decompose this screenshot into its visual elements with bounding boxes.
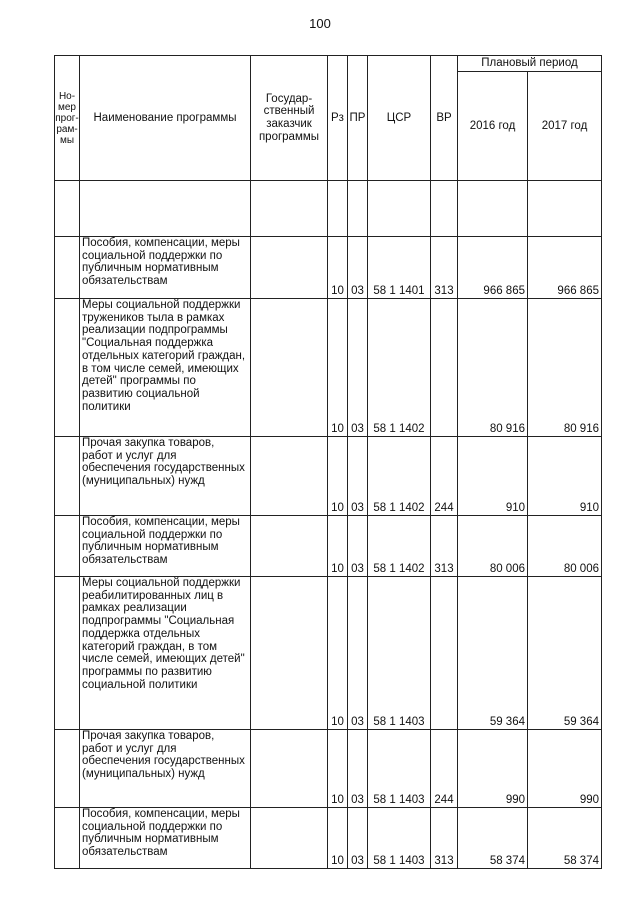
- vr-cell: [431, 299, 458, 437]
- pr-cell: 03: [348, 516, 368, 577]
- pr-cell: 03: [348, 237, 368, 299]
- pr-cell: 03: [348, 437, 368, 516]
- table-row: [55, 577, 602, 730]
- pr-cell: 03: [348, 808, 368, 869]
- csr-cell: 58 1 1402: [368, 516, 431, 577]
- pr-cell: 03: [348, 577, 368, 730]
- customer-cell: [251, 237, 328, 299]
- header-customer-text: Государ- ственный заказчик программы: [258, 92, 320, 143]
- header-program-number-text: Но- мер прог- рам- мы: [55, 90, 79, 146]
- amount-2017-cell: 80 916: [528, 299, 602, 437]
- program-number-cell: [55, 437, 80, 516]
- table-header: [55, 56, 602, 181]
- spacer-cell: [80, 181, 251, 237]
- rz-cell: 10: [328, 437, 348, 516]
- customer-cell: [251, 808, 328, 869]
- rz-cell: 10: [328, 808, 348, 869]
- table-row: [55, 516, 602, 577]
- spacer-cell: [528, 181, 602, 237]
- csr-cell: 58 1 1403: [368, 577, 431, 730]
- vr-cell: 313: [431, 237, 458, 299]
- spacer-cell: [458, 181, 528, 237]
- spacer-cell: [431, 181, 458, 237]
- header-year-2016-text: 2016 год: [469, 119, 516, 132]
- spacer-cell: [251, 181, 328, 237]
- amount-2016-cell: 58 374: [458, 808, 528, 869]
- amount-2016-cell: 966 865: [458, 237, 528, 299]
- rz-cell: 10: [328, 237, 348, 299]
- rz-cell: 10: [328, 299, 348, 437]
- header-csr-text: ЦСР: [386, 111, 412, 124]
- amount-2017-cell: 80 006: [528, 516, 602, 577]
- header-vr: [431, 56, 458, 181]
- header-program-number: [55, 56, 80, 181]
- table-row: [55, 299, 602, 437]
- amount-2017-cell: 58 374: [528, 808, 602, 869]
- program-name-cell: Меры социальной поддержки реабилитированных лиц в рамках реализации подпрограммы "Социальная поддержка отдельных категорий граждан, в том числе семей, имеющих детей" программы по развитию социальной политики: [80, 577, 251, 730]
- csr-cell: 58 1 1402: [368, 437, 431, 516]
- header-rz: [328, 56, 348, 181]
- program-number-cell: [55, 577, 80, 730]
- program-name-cell: Меры социальной поддержки тружеников тыла в рамках реализации подпрограммы "Социальная поддержка отдельных категорий граждан, в том числе семей, имеющих детей" программы по развитию социальной политики: [80, 299, 251, 437]
- table-row: [55, 808, 602, 869]
- program-name-cell: Пособия, компенсации, меры социальной поддержки по публичным нормативным обязательствам: [80, 808, 251, 869]
- header-pr: [348, 56, 368, 181]
- header-vr-text: ВР: [436, 111, 452, 124]
- program-name-cell: Пособия, компенсации, меры социальной поддержки по публичным нормативным обязательствам: [80, 237, 251, 299]
- header-rz-text: Рз: [331, 111, 344, 124]
- vr-cell: 244: [431, 437, 458, 516]
- program-name-cell: Пособия, компенсации, меры социальной поддержки по публичным нормативным обязательствам: [80, 516, 251, 577]
- amount-2017-cell: 990: [528, 730, 602, 808]
- header-program-name-text: Наименование программы: [93, 111, 237, 124]
- header-customer: [251, 56, 328, 181]
- vr-cell: 313: [431, 808, 458, 869]
- rz-cell: 10: [328, 730, 348, 808]
- program-name-cell: Прочая закупка товаров, работ и услуг для обеспечения государственных (муниципальных) нужд: [80, 437, 251, 516]
- vr-cell: [431, 577, 458, 730]
- customer-cell: [251, 730, 328, 808]
- amount-2016-cell: 910: [458, 437, 528, 516]
- table-spacer-row: [55, 181, 602, 237]
- amount-2016-cell: 990: [458, 730, 528, 808]
- pr-cell: 03: [348, 299, 368, 437]
- amount-2017-cell: 910: [528, 437, 602, 516]
- csr-cell: 58 1 1402: [368, 299, 431, 437]
- header-planned-period-text: Плановый период: [481, 57, 578, 70]
- page-number: 100: [309, 16, 331, 31]
- program-name-cell: Прочая закупка товаров, работ и услуг для обеспечения государственных (муниципальных) нужд: [80, 730, 251, 808]
- rz-cell: 10: [328, 577, 348, 730]
- customer-cell: [251, 299, 328, 437]
- vr-cell: 244: [431, 730, 458, 808]
- header-year-2016: [458, 72, 528, 181]
- customer-cell: [251, 437, 328, 516]
- program-number-cell: [55, 237, 80, 299]
- pr-cell: 03: [348, 730, 368, 808]
- table-body: [55, 181, 602, 869]
- header-pr-text: ПР: [349, 111, 366, 124]
- amount-2016-cell: 80 916: [458, 299, 528, 437]
- program-number-cell: [55, 808, 80, 869]
- budget-table: [54, 55, 602, 869]
- customer-cell: [251, 516, 328, 577]
- amount-2017-cell: 966 865: [528, 237, 602, 299]
- table-row: [55, 237, 602, 299]
- program-number-cell: [55, 730, 80, 808]
- spacer-cell: [55, 181, 80, 237]
- table-row: [55, 437, 602, 516]
- vr-cell: 313: [431, 516, 458, 577]
- header-year-2017-text: 2017 год: [541, 119, 588, 132]
- header-planned-period: [458, 56, 602, 72]
- header-csr: [368, 56, 431, 181]
- csr-cell: 58 1 1401: [368, 237, 431, 299]
- spacer-cell: [368, 181, 431, 237]
- customer-cell: [251, 577, 328, 730]
- header-year-2017: [528, 72, 602, 181]
- program-number-cell: [55, 516, 80, 577]
- spacer-cell: [348, 181, 368, 237]
- spacer-cell: [328, 181, 348, 237]
- table-row: [55, 730, 602, 808]
- rz-cell: 10: [328, 516, 348, 577]
- header-program-name: [80, 56, 251, 181]
- amount-2016-cell: 80 006: [458, 516, 528, 577]
- program-number-cell: [55, 299, 80, 437]
- csr-cell: 58 1 1403: [368, 730, 431, 808]
- csr-cell: 58 1 1403: [368, 808, 431, 869]
- amount-2016-cell: 59 364: [458, 577, 528, 730]
- amount-2017-cell: 59 364: [528, 577, 602, 730]
